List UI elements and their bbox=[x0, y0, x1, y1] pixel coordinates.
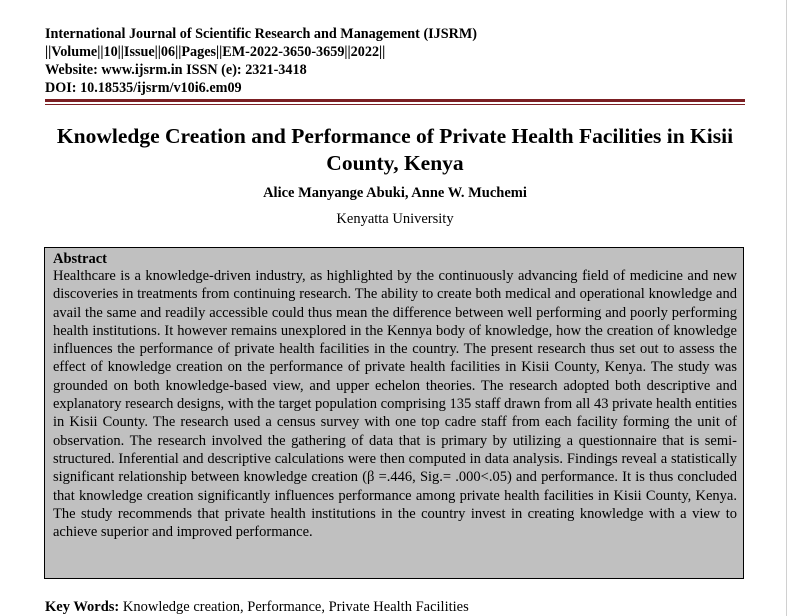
journal-header bbox=[45, 25, 745, 97]
paper-affiliation: Kenyatta University bbox=[336, 211, 454, 227]
page-edge-divider bbox=[786, 0, 787, 616]
keywords-line bbox=[45, 598, 745, 616]
website-info: Website: www.ijsrm.in ISSN (e): 2321-3418 bbox=[45, 62, 307, 78]
volume-info: ||Volume||10||Issue||06||Pages||EM-2022-3650-3659||2022|| bbox=[45, 44, 386, 60]
journal-name: International Journal of Scientific Research and Management (IJSRM) bbox=[45, 26, 478, 42]
abstract-box bbox=[44, 247, 744, 579]
header-rule-thin bbox=[45, 104, 745, 105]
paper-title: Knowledge Creation and Performance of Private Health Facilities in Kisii County, Kenya bbox=[56, 124, 734, 175]
doi-info: DOI: 10.18535/ijsrm/v10i6.em09 bbox=[45, 80, 242, 96]
paper-authors: Alice Manyange Abuki, Anne W. Muchemi bbox=[263, 185, 527, 201]
abstract-text: Healthcare is a knowledge-driven industry, as highlighted by the continuously advancing field of medicine and new discoveries in treatments from continuing research. The ability to create both medical and operational knowledge and avail the same and readily accessible could thus mean the difference between well performing and poorly performing health institutions. It however remains unexplored in the Kennya body of knowledge, how the creation of knowledge influences the performance of private health facilities in the country. The present research thus set out to assess the effect of knowledge creation on the performance of private health facilities in Kisii County, Kenya. The study was grounded on both knowledge-based view, and upper echelon theories. The research adopted both descriptive and explanatory research designs, with the target population comprising 135 staff drawn from all 43 private health entities in Kisii County. The research used a census survey with one top cadre staff from each facility forming the unit of observation. The research involved the gathering of data that is primary by utilizing a questionnaire that is semi-structured. Inferential and descriptive calculations were then computed in data analysis. Findings reveal a statistically significant relationship between knowledge creation (β =.446, Sig.= .000<.05) and performance. It is thus concluded that knowledge creation significantly influences performance among private health facilities in Kisii County, Kenya. The study recommends that private health institutions in the country invest in creating knowledge with a view to achieve superior and improved performance. bbox=[53, 268, 737, 541]
keywords-label: Key Words: bbox=[45, 599, 120, 615]
header-rule-thick bbox=[45, 99, 745, 102]
keywords-text: Knowledge creation, Performance, Private Health Facilities bbox=[122, 599, 469, 615]
abstract-heading: Abstract bbox=[53, 251, 107, 267]
